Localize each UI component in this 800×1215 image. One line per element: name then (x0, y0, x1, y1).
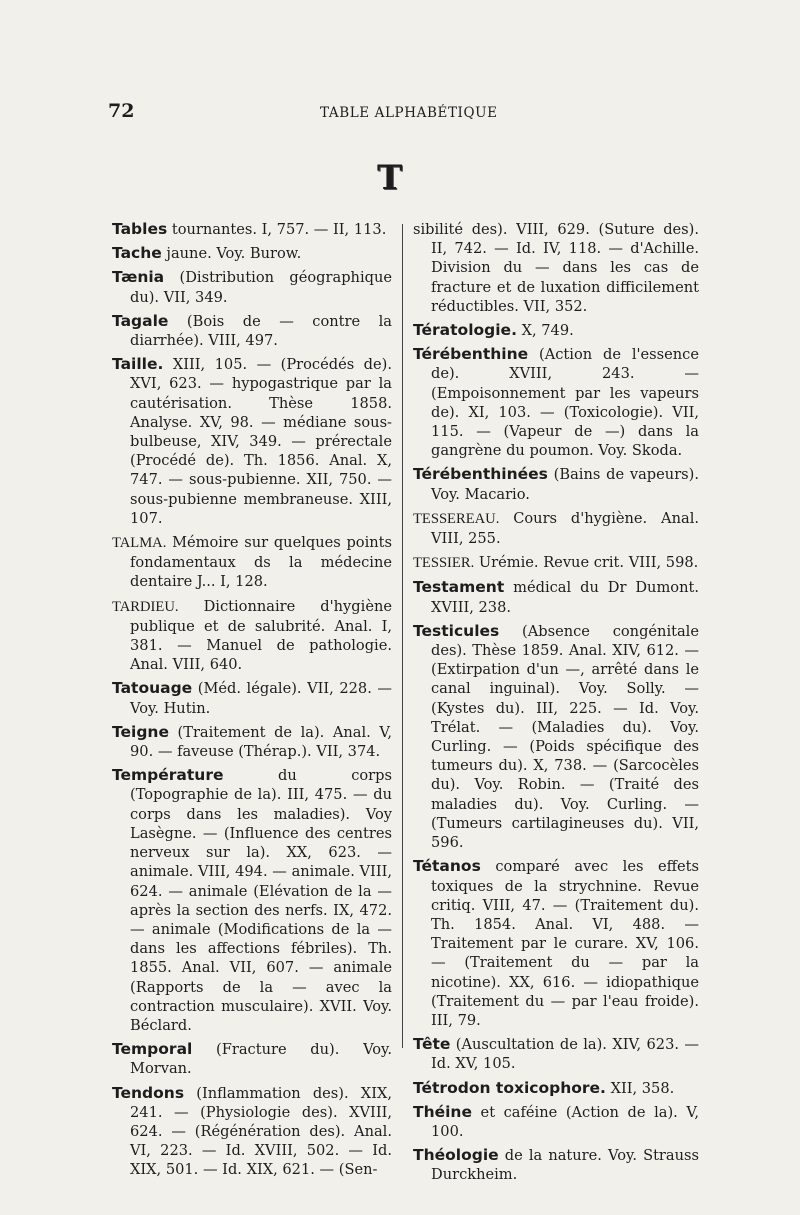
right-column (413, 220, 699, 1190)
entry-heading: Tétanos (413, 857, 481, 876)
entry-text: (Auscultation de la). XIV, 623. — Id. XV, 105. (431, 1036, 699, 1073)
entry-heading: Tératologie. (413, 321, 517, 340)
index-entry (413, 578, 699, 616)
entry-heading: Théologie (413, 1146, 499, 1165)
entry-heading: Théine (413, 1102, 472, 1121)
index-entry (413, 220, 699, 316)
index-entry (413, 1103, 699, 1141)
entry-heading: Tache (112, 244, 162, 263)
entry-text: jaune. Voy. Burow. (161, 245, 302, 263)
entry-heading: Térébenthinées (413, 465, 548, 484)
index-entry (112, 533, 392, 592)
entry-text: (Action de l'essence de). XVIII, 243. — (Empoisonnement par les vapeurs de). XI, 103. — (Toxicologie). VII, 115. — (Vapeur de —) dans la gangrène du poumon. Voy. Skoda. (431, 346, 699, 460)
index-entry (112, 355, 392, 528)
entry-text: (Distribution géographique du). VII, 349. (130, 269, 392, 306)
entry-text: Urémie. Revue crit. VIII, 598. (474, 554, 699, 572)
entry-heading: Tête (413, 1035, 451, 1054)
index-entry (413, 345, 699, 460)
left-column (112, 220, 392, 1185)
entry-text: du corps (Topographie de la). III, 475. — du corps dans les maladies). Voy Lasègne. — (Influence des centres nerveux sur la). XX, 623. — animale. VIII, 494. — animale. VIII, 624. — animale (Elévation de la — après la section des nerfs. IX, 472. — animale (Modifications de la — dans les affections fébriles). Th. 1855. Anal. VII, 607. — animale (Rapports de la — avec la contraction musculaire). XVII. Voy. Béclard. (130, 767, 392, 1034)
entry-heading: Térébenthine (413, 345, 529, 364)
entry-heading: Taille. (112, 355, 164, 374)
entry-text: Dictionnaire d'hygiène publique et de salubrité. Anal. I, 381. — Manuel de pathologie. Anal. VIII, 640. (130, 597, 392, 674)
entry-heading: Tagale (112, 311, 169, 330)
column-divider (402, 224, 403, 1048)
page-number: 72 (108, 100, 135, 122)
entry-heading: Tendons (112, 1083, 185, 1102)
entry-heading: TESSIER. (413, 555, 475, 572)
entry-text: (Fracture du). Voy. Morvan. (130, 1041, 392, 1078)
entry-heading: Tables (112, 220, 168, 238)
index-entry (112, 597, 392, 675)
entry-heading: Tétrodon toxicophore. (413, 1078, 606, 1097)
index-entry (413, 1146, 699, 1184)
entry-text: (Méd. légale). VII, 228. — Voy. Hutin. (130, 680, 392, 717)
entry-heading: Temporal (112, 1040, 193, 1059)
section-letter: T (377, 158, 403, 198)
index-entry (112, 220, 392, 239)
entry-heading: TESSEREAU. (413, 510, 500, 527)
entry-text: Mémoire sur quelques points fondamentaux ds la médecine dentaire J... I, 128. (130, 534, 392, 591)
entry-text: X, 749. (516, 322, 574, 340)
entry-text: (Inflammation des). XIX, 241. — (Physiologie des). XVIII, 624. — (Régénération des). Anal. VI, 223. — Id. XVIII, 502. — Id. XIX, 501. — Id. XIX, 621. — (Sen- (130, 1084, 392, 1179)
entry-heading: Testament (413, 578, 505, 597)
entry-text: de la nature. Voy. Strauss Durckheim. (431, 1147, 699, 1184)
index-entry (112, 312, 392, 350)
index-entry (413, 321, 699, 340)
entry-heading: TARDIEU. (112, 598, 179, 615)
entry-text: (Traitement de la). Anal. V, 90. — faveuse (Thérap.). VII, 374. (130, 723, 392, 761)
index-entry (413, 857, 699, 1030)
index-entry (413, 509, 699, 548)
index-entry (413, 1035, 699, 1073)
entry-text: sibilité des). VIII, 629. (Suture des). II, 742. — Id. IV, 118. — d'Achille. Division du — dans les cas de fracture et de luxation difficilement réductibles. VII, 352. (413, 221, 699, 315)
index-entry (112, 679, 392, 717)
running-title: TABLE ALPHABÉTIQUE (320, 105, 498, 121)
entry-text: comparé avec les effets toxiques de la strychnine. Revue critiq. VIII, 47. — (Traitement du). Th. 1854. Anal. VI, 488. — Traitement par le curare. XV, 106. — (Traitement du — par la nicotine). XX, 616. — idiopathique (Traitement du — par l'eau froide). III, 79. (431, 858, 699, 1029)
entry-text: (Bois de — contre la diarrhée). VIII, 497. (130, 312, 392, 350)
entry-heading: Testicules (413, 621, 500, 640)
entry-text: (Absence congénitale des). Thèse 1859. Anal. XIV, 612. — (Extirpation d'un —, arrêté dans le canal inguinal). Voy. Solly. — (Kystes du). III, 225. — Id. Voy. Trélat. — (Maladies du). Voy. Curling. — (Poids spécifique des tumeurs du). X, 738. — (Sarcocèles du). Voy. Robin. — (Traité des maladies du). Voy. Curling. — (Tumeurs cartilagineuses du). VII, 596. (431, 622, 699, 852)
entry-text: tournantes. I, 757. — II, 113. (167, 221, 387, 238)
index-entry (413, 622, 699, 852)
index-entry (112, 1084, 392, 1180)
index-entry (112, 268, 392, 306)
entry-text: (Bains de vapeurs). Voy. Macario. (431, 466, 699, 503)
entry-heading: Tænia (112, 268, 165, 287)
index-entry (413, 465, 699, 503)
entry-heading: Tatouage (112, 679, 193, 698)
entry-text: XII, 358. (605, 1079, 675, 1097)
index-entry (112, 766, 392, 1035)
entry-heading: TALMA. (112, 535, 167, 552)
entry-heading: Température (112, 766, 224, 785)
entry-heading: Teigne (112, 722, 169, 741)
entry-text: XIII, 105. — (Procédés de). XVI, 623. — hypogastrique par la cautérisation. Thèse 1858. Analyse. XV, 98. — médiane sous-bulbeuse, XIV, 349. — prérectale (Procédé de). Th. 1856. Anal. X, 747. — sous-pubienne. XII, 750. — sous-pubienne membraneuse. XIII, 107. (130, 356, 392, 527)
index-entry (112, 723, 392, 761)
index-entry (112, 1040, 392, 1078)
index-entry (112, 244, 392, 263)
entry-text: médical du Dr Dumont. XVIII, 238. (431, 579, 699, 616)
entry-text: Cours d'hygiène. Anal. VIII, 255. (431, 509, 699, 548)
index-entry (413, 553, 699, 573)
index-entry (413, 1079, 699, 1098)
entry-text: et caféine (Action de la). V, 100. (431, 1103, 699, 1140)
